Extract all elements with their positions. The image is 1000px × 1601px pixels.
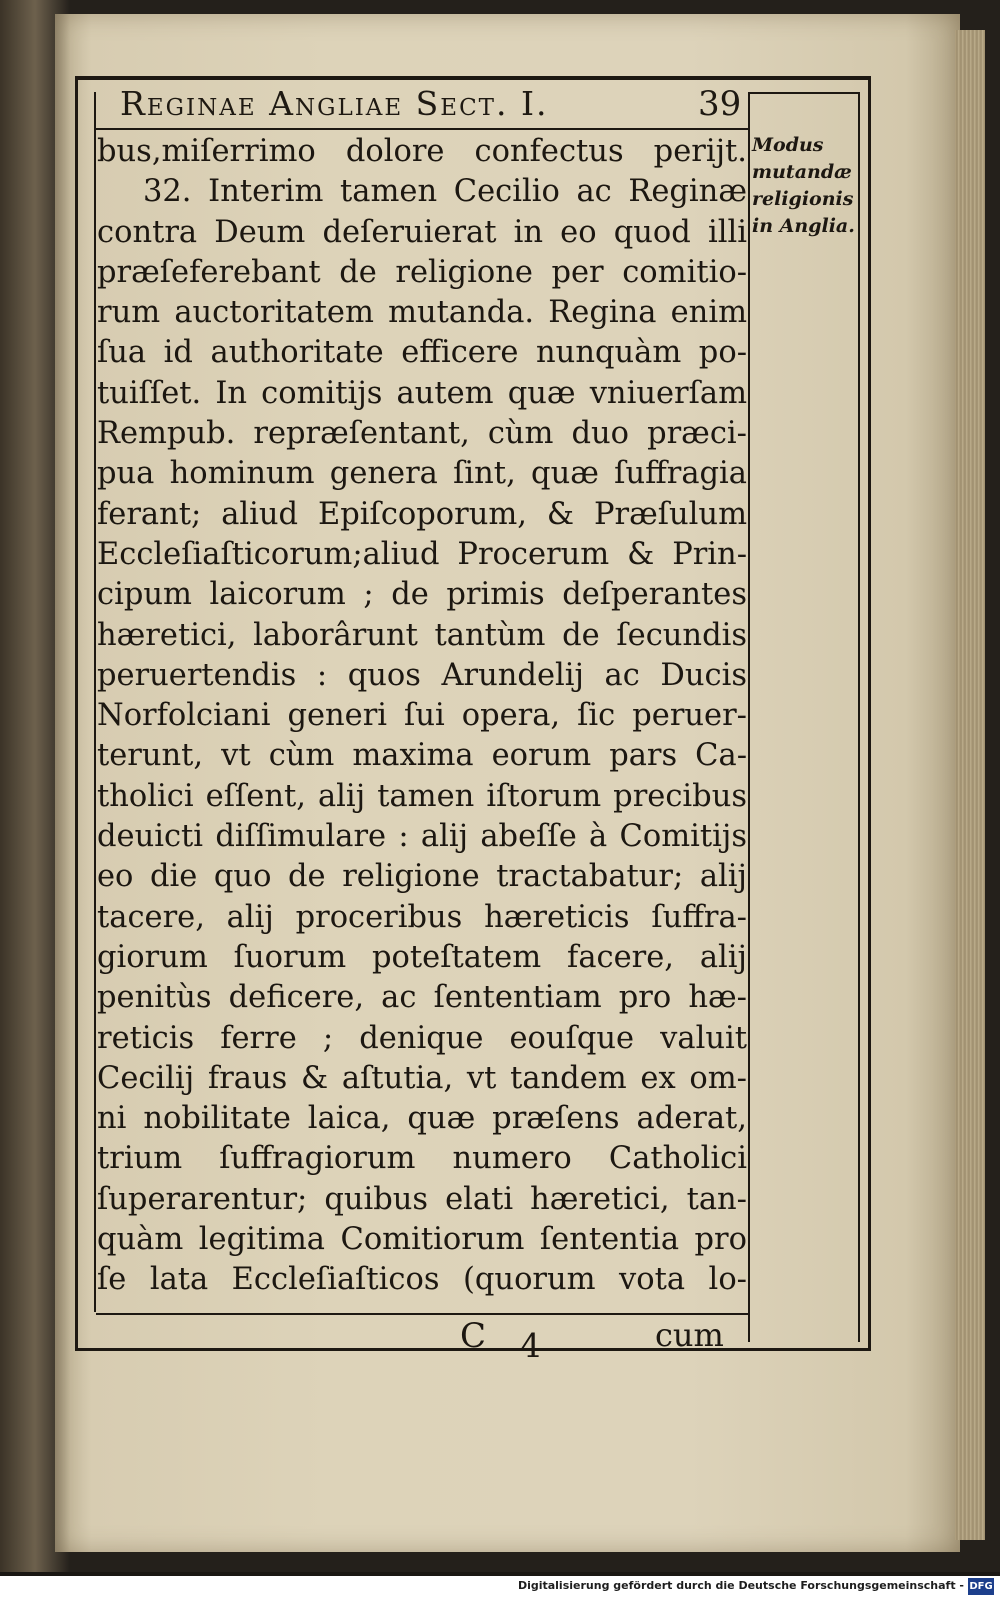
text-line: pua hominum genera ſint, quæ ſuffragia bbox=[97, 456, 747, 492]
page-edges bbox=[955, 30, 985, 1540]
margin-top-rule bbox=[750, 92, 858, 94]
footer-rule bbox=[96, 1313, 748, 1315]
text-line: cipum laicorum ; de primis deſperantes bbox=[97, 577, 747, 613]
text-line: giorum ſuorum poteſtatem facere, alij bbox=[97, 939, 747, 975]
marginal-note bbox=[752, 132, 856, 240]
text-line: ſuperarentur; quibus elati hæretici, tan- bbox=[97, 1181, 747, 1217]
running-head: Reginae Angliae Sect. I. bbox=[120, 84, 549, 123]
catchword: cum bbox=[655, 1316, 724, 1354]
text-line: reticis ferre ; denique eouſque valuit bbox=[97, 1020, 747, 1056]
signature-mark: C bbox=[460, 1316, 487, 1356]
credit-text: Digitalisierung gefördert durch die Deutsche Forschungsgemeinschaft - bbox=[517, 1579, 964, 1592]
text-line: ſe lata Eccleſiaſticos (quorum vota lo- bbox=[97, 1262, 747, 1298]
text-line: quàm legitima Comitiorum ſententia pro bbox=[97, 1222, 747, 1258]
text-line: ferant; aliud Epiſcoporum, & Præſulum bbox=[97, 496, 747, 532]
text-line: Eccleſiaſticorum;aliud Procerum & Prin- bbox=[97, 536, 747, 572]
text-line: deuicti diſſimulare : alij abeſſe à Comitijs bbox=[97, 819, 747, 855]
quire-number: 4 bbox=[520, 1326, 541, 1365]
text-line: penitùs deficere, ac ſententiam pro hæ- bbox=[97, 980, 747, 1016]
text-line: terunt, vt cùm maxima eorum pars Ca- bbox=[97, 738, 747, 774]
text-line: ſua id authoritate efficere nunquàm po- bbox=[97, 335, 747, 371]
gutter-shadow bbox=[0, 0, 70, 1572]
marginal-note-line: Modus bbox=[752, 134, 824, 156]
page-number: 39 bbox=[698, 84, 742, 124]
text-line: hæretici, laborârunt tantùm de ſecundis bbox=[97, 617, 747, 653]
text-line: eo die quo de religione tractabatur; alij bbox=[97, 859, 747, 895]
credit-bar bbox=[0, 1576, 1000, 1601]
marginal-note-line: religionis bbox=[752, 188, 854, 210]
text-line: Rempub. repræſentant, cùm duo præci- bbox=[97, 416, 747, 452]
marginal-note-line: in Anglia. bbox=[752, 215, 855, 237]
text-line: tholici eſſent, alij tamen iſtorum precibus bbox=[97, 778, 747, 814]
text-line: rum auctoritatem mutanda. Regina enim bbox=[97, 295, 747, 331]
text-line: peruertendis : quos Arundelij ac Ducis bbox=[97, 657, 747, 693]
frame-rule-right bbox=[858, 92, 860, 1342]
marginal-note-line: mutandæ bbox=[752, 161, 852, 183]
header-rule bbox=[96, 128, 748, 130]
text-line: ni nobilitate laica, quæ præſens aderat, bbox=[97, 1101, 747, 1137]
text-line: præſeferebant de religione per comitio- bbox=[97, 254, 747, 290]
text-line: trium ſuffragiorum numero Catholici bbox=[97, 1141, 747, 1177]
text-line: Norfolciani generi ſui opera, ſic peruer- bbox=[97, 698, 747, 734]
margin-column-rule bbox=[748, 92, 750, 1342]
text-line: tuiſſet. In comitijs autem quæ vniuerſam bbox=[97, 375, 747, 411]
text-line: bus,miſerrimo dolore confectus perijt. bbox=[97, 134, 747, 169]
text-line: contra Deum deſeruierat in eo quod illi bbox=[97, 214, 747, 250]
text-column-rule-left bbox=[94, 92, 96, 1312]
dfg-logo: DFG bbox=[968, 1578, 994, 1595]
text-line: Cecilij fraus & aſtutia, vt tandem ex om- bbox=[97, 1060, 747, 1096]
text-line: tacere, alij proceribus hæreticis ſuffra- bbox=[97, 899, 747, 935]
body-text bbox=[97, 132, 747, 1301]
text-line: 32. Interim tamen Cecilio ac Reginæ bbox=[143, 174, 747, 210]
